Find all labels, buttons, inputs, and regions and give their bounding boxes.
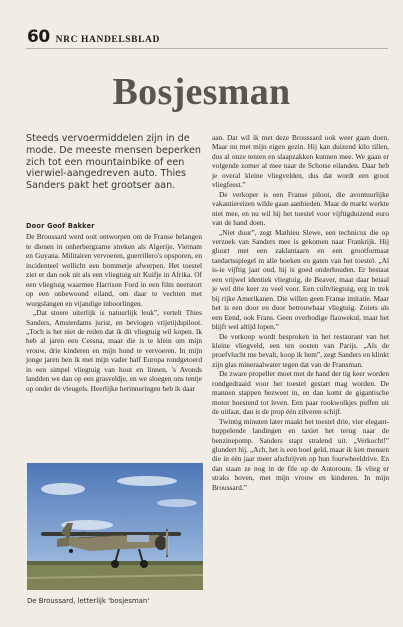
- paragraph: De verkoop wordt besproken in het restaurant van het kleine vliegveld, een ten oosten van Parijs. „Als de proefvlucht me bevalt, koop ik hem”, zegt Sanders en klinkt zijn glas mineraalwater tegen dat van de Fransman.: [212, 331, 389, 369]
- article-column-2: [212, 133, 389, 492]
- paragraph: „Niet duur”, zegt Mathieu Slewe, een technicus die op verzoek van Sanders mee is gekomen naar Frankrijk. Hij gluurt met een zaklantaarn en een grootformaat tandartsspiegel in alle hoeken en gaten van het toestel. „Al is-ie vijftig jaar oud, hij is goed onderhouden. Er bestaat een vrijwel identiek vliegtuig, de Beaver, maar daar betaal je wel drie keer zo veel voor. Een cultvliegtuig, erg in trek bij rijke Amerikanen. Die willen geen Franse imitatie. Maar het is een door en door betrouwbaar vliegtuig. Zoiets als een Eend, ook Frans. Geen overbodige flauwekul, maar het blijft wel altijd lopen.”: [212, 227, 389, 332]
- intro-text: Steeds vervoermiddelen zijn in de mode. De meeste mensen beperken zich tot een mountainbike of een vierwiel-aangedreven auto. Thies Sanders pakt het grootser aan.: [26, 133, 201, 192]
- header-rule: [26, 48, 388, 49]
- paragraph: „Dat stoere uiterlijk is natuurlijk leuk”, vertelt Thies Sanders, Amsterdams jurist, en beviogen vrijetijdspiloot. „Toch is het niet de reden dat ik dit vliegtuig wil kopen. Ik heb al jaren een Cessna, maar die is te klein om mijn vrouw, drie kinderen en mijn hond te vervoeren. In mijn jonge jaren ben ik met mijn vader half Europa rondgetoerd in een simpel vliegtuig van hout en linnen. 's Avonds landden we dan op een grasveldje, en we sloegen ons tentje op onder de vleugels. Heerlijke herinneringen heb ik daar: [26, 308, 202, 393]
- paragraph: De zware propeller moet met de hand der tig keer worden rondgedraaid voor het toestel gestart mag worden. De mannen stappen bezweet in, en dan komt de gigantische motor hoestend tot leven. Een paar rookwolkjes puffen uit de uitlaat, dan is de prop één zilveren schijf.: [212, 369, 389, 417]
- article-column-1: [26, 222, 202, 393]
- airplane-photo: [27, 463, 203, 590]
- airplane-illustration: [27, 463, 203, 590]
- paragraph: De verkoper is een Franse piloot, die avontuurlijke vakantiereizen wilde gaan aanbieden. Maar de markt werkte niet mee, en nu wil hij het toestel voor vijftigduizend euro van de hand doen.: [212, 189, 389, 228]
- byline: Door Goof Bakker: [26, 222, 95, 230]
- headline: Bosjesman: [112, 71, 291, 113]
- paragraph: De Broussard werd ooit ontworpen om de Franse belangen te dienen in onherbergzame streken als Algerije, Vietnam en Guyana. Militairen vervoeren, guerrillero's opsporen, en incidenteel wellicht een bommetje afwerpen. Het toestel ziet er dan ook uit als een vliegtuig uit Kuifje in Afrika. Of een vliegtuig waarmee Harrison Ford in een film neerstort op een onbewoond eiland, om daar te vechten met wurgslangen en vijandige inboorlingen.: [26, 232, 202, 308]
- paragraph: Twintig minuten later maakt het toestel drie, vier elegant-huppelende landingen en taxiet het terug naar de benzinepomp. Sanders stapt stralend uit. „Verkocht!” glundert hij. „Ach, het is een boel geld, maar ik ken mensen die in één jaar meer afschrijven op hun fourwheeldrive. En dan staan ze nog in de file op de Autoroute. Ik vlieg er straks boven, met mijn vrouw en kinderen. In mijn Broussard.”: [212, 416, 389, 492]
- publication-name: NRC HANDELSBLAD: [55, 35, 160, 45]
- page-number: 60: [27, 27, 50, 47]
- masthead: [27, 27, 387, 49]
- photo-caption: De Broussard, letterlijk 'bosjesman': [27, 597, 150, 605]
- paragraph: aan. Dat wil ik met deze Broussard ook weer gaan doen. Maar nu met mijn eigen gezin. Hij kan duizend kilo tillen, dus al onze tenten en slaapzakken kunnen mee. We gaan er volgende zomer al mee naar de Schotse eilanden. Daar heb je overal kleine vliegvelden, dus dat wordt een groot vliegfeest.”: [212, 133, 389, 190]
